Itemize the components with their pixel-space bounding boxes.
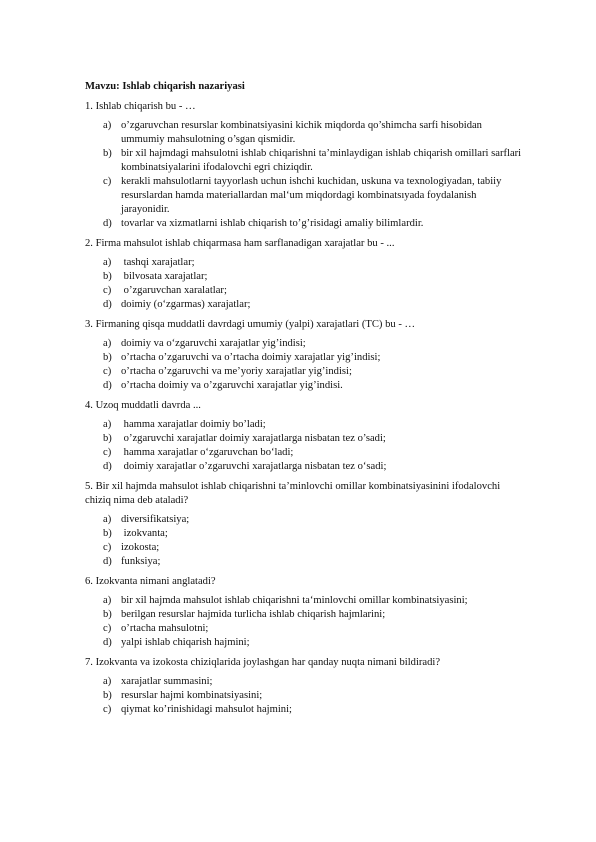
question-text: 7. Izokvanta va izokosta chiziqlarida joylashgan har qanday nuqta nimani bildiradi? [85,657,441,668]
option-text: izokosta; [121,542,160,553]
answer-options [85,513,525,569]
option-letter: b) [103,528,112,539]
answer-option [85,460,525,474]
answer-option [85,689,525,703]
question-text: 6. Izokvanta nimani anglatadi? [85,576,216,587]
question-block [85,399,525,474]
option-letter: c) [103,542,112,553]
option-text: resurslar hajmi kombinatsiyasini; [121,690,263,701]
question-text: 5. Bir xil hajmda mahsulot ishlab chiqarishni ta’minlovchi omillar kombinatsiyasinini ifodalovchi chiziq nima deb ataladi? [85,481,501,506]
page-content [85,80,525,723]
option-text: qiymat ko’rinishidagi mahsulot hajmini; [121,704,292,715]
option-text: o’zgaruvchi xarajatlar doimiy xarajatlarga nisbatan tez o’sadi; [121,433,386,444]
option-text: hamma xarajatlar doimiy bo’ladi; [121,419,266,430]
answer-option [85,270,525,284]
option-letter: a) [103,595,112,606]
option-text: tovarlar va xizmatlarni ishlab chiqarish to’g’risidagi amaliy bilimlardir. [121,218,424,229]
option-text: berilgan resurslar hajmida turlicha ishlab chiqarish hajmlarini; [121,609,386,620]
option-letter: a) [103,120,112,131]
option-text: yalpi ishlab chiqarish hajmini; [121,637,250,648]
page-title: Mavzu: Ishlab chiqarish nazariyasi [85,81,245,92]
option-letter: b) [103,609,112,620]
answer-option [85,175,525,217]
answer-option [85,351,525,365]
answer-options [85,256,525,312]
answer-option [85,147,525,175]
option-text: kerakli mahsulotlarni tayyorlash uchun ishchi kuchidan, uskuna va texnologiyadan, tabiiy resurslardan hamda materiallardan mal‘um miqdordagi kombinatsıyada foydalanish jarayonidir. [121,176,505,215]
option-letter: a) [103,676,112,687]
option-text: o’rtacha mahsulotni; [121,623,209,634]
option-letter: c) [103,176,112,187]
answer-option [85,337,525,351]
option-letter: c) [103,704,112,715]
answer-option [85,284,525,298]
option-text: o’zgaruvchan xaralatlar; [121,285,227,296]
question-list [85,100,525,717]
answer-options [85,119,525,231]
option-letter: b) [103,433,112,444]
option-letter: d) [103,380,112,391]
option-text: bir xil hajmda mahsulot ishlab chiqarishni ta‘minlovchi omillar kombinatsiyasini; [121,595,468,606]
option-text: o’rtacha doimiy va o’zgaruvchi xarajatlar yig’indisi. [121,380,343,391]
answer-option [85,446,525,460]
answer-options [85,418,525,474]
option-text: izokvanta; [121,528,168,539]
question-block [85,656,525,717]
option-text: xarajatlar summasini; [121,676,213,687]
answer-option [85,513,525,527]
answer-options [85,594,525,650]
question-text: 3. Firmaning qisqa muddatli davrdagi umumiy (yalpi) xarajatlari (TC) bu - … [85,319,416,330]
answer-option [85,594,525,608]
question-block [85,237,525,312]
answer-option [85,622,525,636]
question-block [85,318,525,393]
option-letter: a) [103,338,112,349]
answer-option [85,298,525,312]
option-text: bilvosata xarajatlar; [121,271,208,282]
option-letter: d) [103,556,112,567]
option-text: o’zgaruvchan resurslar kombinatsiyasini kichik miqdorda qo’shimcha sarfi hisobidan ummumiy mahsulotning o’sgan qismidir. [121,120,485,145]
question-block [85,575,525,650]
option-text: diversifikatsiya; [121,514,190,525]
option-text: doimiy va o‘zgaruvchi xarajatlar yig’indisi; [121,338,306,349]
option-letter: b) [103,690,112,701]
option-text: hamma xarajatlar o‘zgaruvchan bo‘ladi; [121,447,294,458]
option-text: funksiya; [121,556,161,567]
option-letter: a) [103,257,112,268]
option-letter: b) [103,148,112,159]
answer-option [85,675,525,689]
question-text: 2. Firma mahsulot ishlab chiqarmasa ham sarflanadigan xarajatlar bu - ... [85,238,395,249]
answer-option [85,432,525,446]
option-letter: c) [103,623,112,634]
option-text: o’rtacha o’zgaruvchi va o’rtacha doimiy xarajatlar yig’indisi; [121,352,381,363]
answer-option [85,636,525,650]
question-text: 1. Ishlab chiqarish bu - … [85,101,196,112]
option-letter: d) [103,299,112,310]
option-letter: c) [103,447,112,458]
answer-option [85,555,525,569]
answer-option [85,527,525,541]
answer-option [85,541,525,555]
question-block [85,480,525,569]
option-text: doimiy xarajatlar o’zgaruvchi xarajatlarga nisbatan tez o‘sadi; [121,461,387,472]
option-letter: d) [103,461,112,472]
option-text: bir xil hajmdagi mahsulotni ishlab chiqarishni ta’minlaydigan ishlab chiqarish omillari sarflari kombinatsiyalarini ifodalovchi egri chiziqdir. [121,148,524,173]
option-letter: a) [103,514,112,525]
option-text: doimiy (o‘zgarmas) xarajatlar; [121,299,251,310]
answer-option [85,119,525,147]
option-letter: c) [103,366,112,377]
question-block [85,100,525,231]
answer-option [85,217,525,231]
answer-options [85,675,525,717]
option-text: o’rtacha o’zgaruvchi va me’yoriy xarajatlar yig’indisi; [121,366,352,377]
option-letter: d) [103,637,112,648]
answer-option [85,365,525,379]
option-letter: d) [103,218,112,229]
answer-option [85,379,525,393]
answer-option [85,608,525,622]
answer-option [85,418,525,432]
question-text: 4. Uzoq muddatli davrda ... [85,400,201,411]
answer-options [85,337,525,393]
answer-option [85,703,525,717]
answer-option [85,256,525,270]
option-letter: b) [103,352,112,363]
option-text: tashqi xarajatlar; [121,257,195,268]
option-letter: c) [103,285,112,296]
option-letter: b) [103,271,112,282]
option-letter: a) [103,419,112,430]
